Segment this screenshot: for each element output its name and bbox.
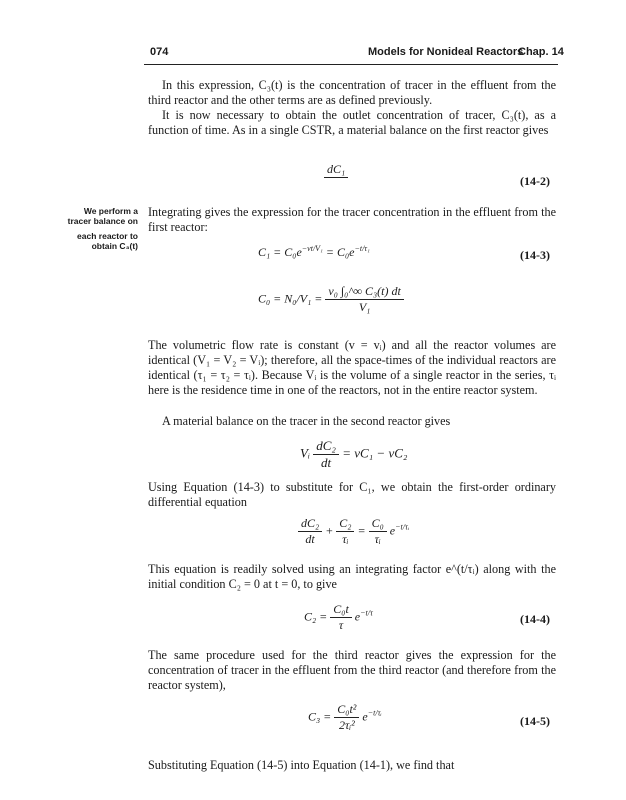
ode-numerator-2: C₂ [336,516,354,532]
eq3-exponent-2: −t/τ₁ [354,244,370,253]
margin-note-line-1: We perform a [83,206,138,216]
eq4-denominator: τ [338,618,344,632]
equation-balance-2 [300,438,407,471]
equation-number-14-4: (14-4) [520,612,550,626]
running-title: Models for Nonideal Reactors [368,46,524,58]
eq5-exp-base: e [362,709,368,724]
paragraph-3: Integrating gives the expression for the tracer concentration in the effluent from the first reactor: [148,205,556,234]
c0-lhs: C₀ = N₀/V₁ = [258,291,323,306]
eq5-numerator: C₀t² [334,702,359,718]
header-rule [144,64,558,65]
equation-number-14-3: (14-3) [520,248,550,262]
ode-exp-sup: −t/τᵢ [395,522,410,532]
bal2-lhs: Vᵢ [300,445,310,461]
paragraph-1: In this expression, C₃(t) is the concentration of tracer in the effluent from the third reactor and the other terms are as defined previously. [148,78,556,107]
paragraph-4: The volumetric flow rate is constant (v = vᵢ) and all the reactor volumes are identical (V₁ = V₂ = Vᵢ); therefore, all the space-times of the individual reactors are identical (τ₁ = τ₂ = τᵢ). Because Vᵢ is the volume of a single reactor in the series, τᵢ here is the residence time in one of the reactors, not in the entire reactor system. [148,338,556,397]
eq3-exponent-1: −vt/V₁ [301,244,323,253]
ode-numerator-3: C₀ [369,516,387,532]
paragraph-8: The same procedure used for the third reactor gives the expression for the concentration of tracer in the effluent from the third reactor (and therefore from the reactor system), [148,648,556,692]
page-number: 074 [150,46,169,58]
c0-numerator: v₀ ∫₀^∞ C₃(t) dt [325,284,403,300]
equation-14-2 [324,162,348,193]
margin-note-line-4: obtain C₃(t) [91,241,138,251]
paragraph-7: This equation is readily solved using an integrating factor e^(t/τᵢ) along with the initial condition C₂ = 0 at t = 0, to give [148,562,556,591]
equation-14-3 [258,244,370,260]
eq5-denominator: 2τᵢ² [338,718,355,732]
paragraph-9: Substituting Equation (14-5) into Equation (14-1), we find that [148,758,455,772]
paragraph-5: A material balance on the tracer in the second reactor gives [162,414,451,428]
ode-plus: + [325,523,334,538]
equation-14-5 [308,702,382,733]
margin-note-line-2: tracer balance on [67,216,138,226]
eq4-numerator: C₀t [330,602,352,618]
paragraph-6: Using Equation (14-3) to substitute for C₁, we obtain the first-order ordinary differential equation [148,480,556,509]
margin-note-line-3: each reactor to [77,231,138,241]
eq4-lhs: C₂ = [304,609,328,624]
ode-exp-base: e [389,523,396,538]
eq2-numerator: dC₁ [324,162,348,178]
equation-number-14-5: (14-5) [520,714,550,728]
eq5-exp-sup: −t/τᵢ [367,708,382,718]
ode-denominator-2: τᵢ [342,532,349,546]
ode-denominator-3: τᵢ [374,532,381,546]
bal2-numerator: dC₂ [313,438,339,455]
equation-14-4 [304,602,373,633]
ode-denominator-1: dt [305,532,315,546]
ode-equals: = [357,523,366,538]
ode-numerator-1: dC₂ [298,516,322,532]
equation-ode [298,516,409,547]
equation-c0 [258,284,404,315]
eq4-exp-base: e [354,609,361,624]
chapter-label: Chap. 14 [518,46,564,58]
eq3-middle: = C₀e [325,245,355,259]
bal2-rhs: = vC₁ − vC₂ [342,445,408,461]
eq4-exp-sup: −t/τ [360,608,373,618]
equation-number-14-2: (14-2) [520,174,550,188]
eq5-lhs: C₃ = [308,709,332,724]
paragraph-2: It is now necessary to obtain the outlet concentration of tracer, C₃(t), as a function of time. As in a single CSTR, a material balance on the first reactor gives [148,108,556,137]
margin-note [54,206,138,251]
bal2-denominator: dt [321,455,332,470]
eq3-lhs: C₁ = C₀e [258,245,302,259]
c0-denominator: V₁ [358,300,371,314]
